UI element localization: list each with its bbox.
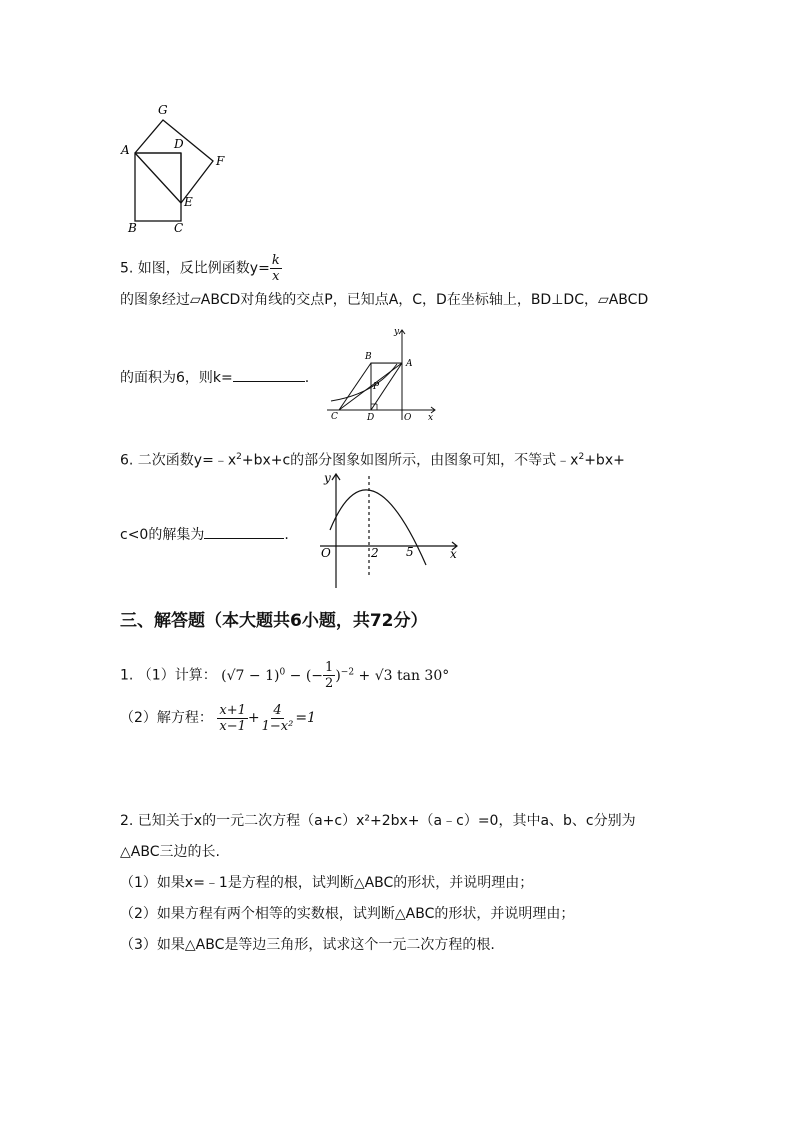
q6-answer-blank[interactable] [204,524,284,539]
q5-prefix: 5. 如图，反比例函数y= [120,260,270,277]
q6-text-c: +bx+ [584,452,625,469]
p1-part1-label: 1. （1）计算： [120,667,217,684]
q5-label-y: y [394,327,400,337]
p1-calc-close-paren: ) [335,667,341,684]
q6-figure [312,470,462,592]
p1-calc-mid: − (− [285,667,324,684]
q5-period: . [304,370,310,386]
rectangle-abce [135,153,181,221]
q6-label-o: O [321,546,331,560]
q6-label-x: x [450,547,457,561]
p1-eq-den1: x−1 [219,718,246,734]
segment-ae [135,153,181,203]
q5-label-o: O [404,413,412,423]
label-b: B [128,221,137,235]
p1-half-num: 1 [325,660,334,676]
q6-label-y: y [324,471,331,485]
q5-area-text: 的面积为6，则k= [120,370,233,386]
p1-half-den: 2 [325,676,334,692]
square-figure [118,98,238,238]
q5-figure [325,324,440,424]
q6-solution-text: c<0的解集为 [120,527,205,543]
q5-label-d: D [367,413,375,423]
p1-eq-num1: x+1 [219,702,246,718]
q5-label-p: P [373,382,380,392]
p1-line1 [120,658,449,691]
q5-label-c: C [331,412,338,422]
q6-period: . [284,527,289,543]
q6-line1 [120,447,625,471]
q6-sup-b: 2 [578,452,585,462]
p1-calc-pre: (√7 − 1) [221,667,280,684]
label-f: F [216,154,225,168]
q6-line2 [120,524,289,545]
p1-eq-frac1 [217,703,248,734]
q6-label-2: 2 [371,546,379,560]
q5-line1 [120,253,282,284]
q6-text-a: 6. 二次函数y=﹣x [120,452,237,469]
label-e: E [184,195,193,209]
section-heading: 三、解答题（本大题共6小题，共72分） [120,611,428,631]
p1-line2 [120,700,316,736]
q5-fraction [270,253,282,284]
p1-calc-exp0: 0 [279,667,286,677]
q5-label-x: x [428,413,434,423]
p1-equation [217,702,316,734]
p1-eq-plus: + [247,710,260,726]
p2-line2: △ABC三边的长. [120,844,220,860]
label-c: C [174,221,184,235]
p1-part2-label: （2）解方程： [120,710,213,726]
p1-eq-den2: 1−x² [261,718,294,734]
p1-calc-tail: + √3 tan 30° [354,667,450,684]
p1-calc-exp-neg2: −2 [340,667,355,677]
q5-line3 [120,367,309,388]
q5-line2: 的图象经过▱ABCD对角线的交点P，已知点A，C，D在坐标轴上，BD⊥DC，▱ABCD [120,292,649,308]
q5-label-b: B [365,352,372,362]
square-agfe [135,120,213,203]
p1-eq-num2: 4 [273,702,282,718]
p1-eq-rhs: =1 [295,710,316,726]
p1-calc-half [323,660,335,691]
q5-answer-blank[interactable] [233,367,305,382]
q5-frac-num: k [271,253,280,268]
label-g: G [158,103,168,117]
q5-label-a: A [406,359,413,369]
p2-line5: （3）如果△ABC是等边三角形，试求这个一元二次方程的根. [120,937,495,953]
label-a: A [121,143,130,157]
label-d: D [174,137,184,151]
q6-text-b: +bx+c的部分图象如图所示，由图象可知，不等式﹣x [241,452,579,469]
q6-label-5: 5 [406,545,414,559]
q6-sup-a: 2 [236,452,242,462]
p2-line3: （1）如果x=﹣1是方程的根，试判断△ABC的形状，并说明理由； [120,875,534,891]
p2-line1: 2. 已知关于x的一元二次方程（a+c）x²+2bx+（a﹣c）=0，其中a、b、c分别为 [120,813,636,829]
p1-calc-expression [221,660,450,692]
q5-segment-cb [339,363,371,410]
q5-hyperbola [331,364,397,401]
p2-line4: （2）如果方程有两个相等的实数根，试判断△ABC的形状，并说明理由； [120,906,575,922]
p1-eq-frac2 [260,703,296,734]
q5-frac-den: x [272,269,280,284]
